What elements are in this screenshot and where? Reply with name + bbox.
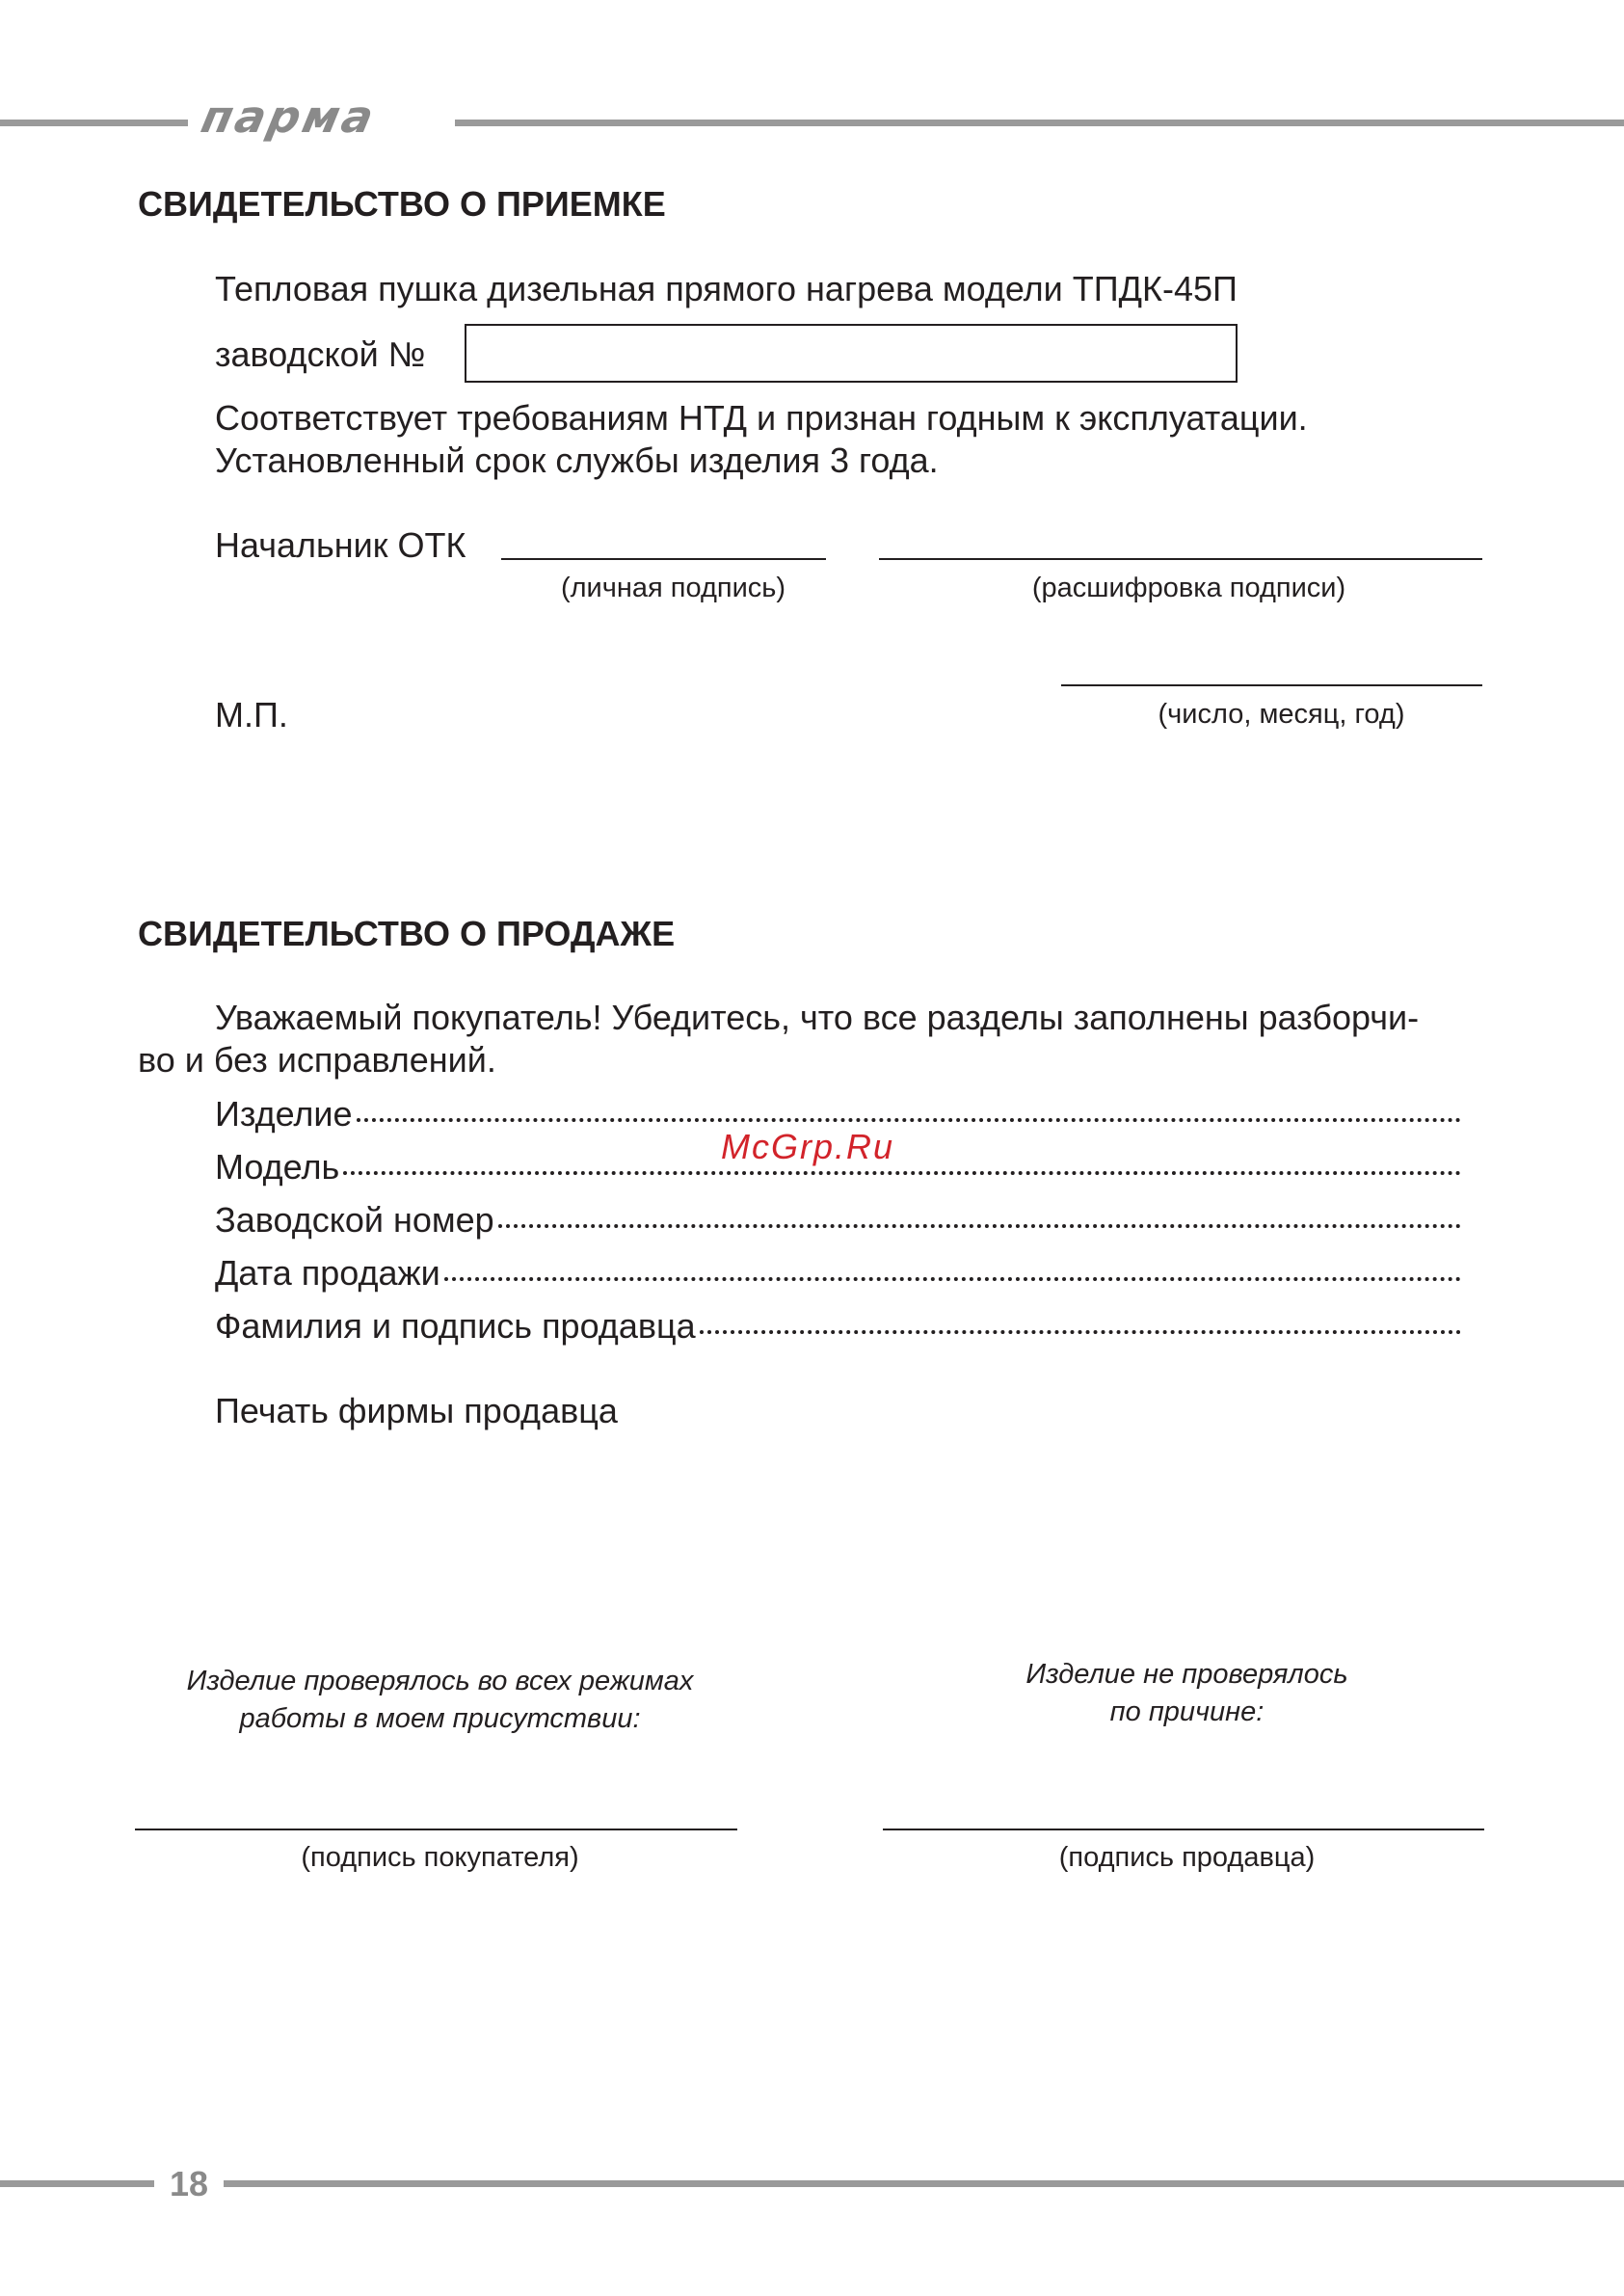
acceptance-title: СВИДЕТЕЛЬСТВО О ПРИЕМКЕ <box>138 184 666 224</box>
field-model-dots <box>343 1171 1461 1175</box>
product-line: Тепловая пушка дизельная прямого нагрева модели ТПДК-45П <box>215 269 1238 308</box>
footer-rule-left <box>0 2180 154 2187</box>
decoding-caption: (расшифровка подписи) <box>1031 573 1346 603</box>
checked-text-line2: работы в моем присутствии: <box>239 1703 641 1734</box>
field-serial-number-dots <box>498 1224 1461 1228</box>
not-checked-text-line2: по причине: <box>1109 1696 1265 1727</box>
field-serial-number-label: Заводской номер <box>215 1200 494 1240</box>
date-caption: (число, месяц, год) <box>1158 699 1405 730</box>
field-sale-date[interactable] <box>215 1253 1461 1293</box>
footer-rule-right <box>224 2180 1624 2187</box>
field-product-dots <box>357 1118 1461 1122</box>
header-rule-left <box>0 120 188 126</box>
buyer-signature-caption: (подпись покупателя) <box>301 1842 579 1873</box>
field-seller-signature[interactable] <box>215 1306 1461 1346</box>
seller-signature-caption: (подпись продавца) <box>1058 1842 1316 1873</box>
field-model-label: Модель <box>215 1147 340 1187</box>
serial-number-field[interactable] <box>465 324 1238 383</box>
inspector-label: Начальник ОТК <box>215 525 466 565</box>
date-line[interactable] <box>1061 684 1482 686</box>
page-number: 18 <box>170 2164 209 2203</box>
serial-label: заводской № <box>215 334 426 374</box>
seller-stamp-label: Печать фирмы продавца <box>215 1391 618 1430</box>
brand-logo: парма <box>197 91 382 143</box>
inspector-name-line[interactable] <box>879 558 1482 560</box>
header-rule-right <box>455 120 1624 126</box>
signature-caption: (личная подпись) <box>560 573 786 603</box>
field-product-label: Изделие <box>215 1094 353 1134</box>
stamp-label: М.П. <box>215 695 288 734</box>
field-seller-signature-dots <box>700 1330 1461 1334</box>
service-life-line: Установленный срок службы изделия 3 года. <box>215 441 939 480</box>
sale-intro-line1: Уважаемый покупатель! Убедитесь, что все разделы заполнены разборчи- <box>215 998 1420 1037</box>
checked-text-line1: Изделие проверялось во всех режимах <box>186 1666 694 1696</box>
sale-intro-line2: во и без исправлений. <box>138 1040 496 1080</box>
inspector-signature-line[interactable] <box>501 558 826 560</box>
not-checked-text-line1: Изделие не проверялось <box>1025 1659 1348 1690</box>
sale-title: СВИДЕТЕЛЬСТВО О ПРОДАЖЕ <box>138 914 676 953</box>
field-sale-date-dots <box>444 1277 1461 1281</box>
field-serial-number[interactable] <box>215 1200 1461 1240</box>
field-seller-signature-label: Фамилия и подпись продавца <box>215 1306 696 1346</box>
watermark: McGrp.Ru <box>721 1127 895 1166</box>
compliance-line: Соответствует требованиям НТД и признан годным к эксплуатации. <box>215 398 1308 438</box>
field-sale-date-label: Дата продажи <box>215 1253 440 1293</box>
buyer-signature-line[interactable] <box>135 1829 737 1830</box>
seller-signature-line[interactable] <box>883 1829 1484 1830</box>
